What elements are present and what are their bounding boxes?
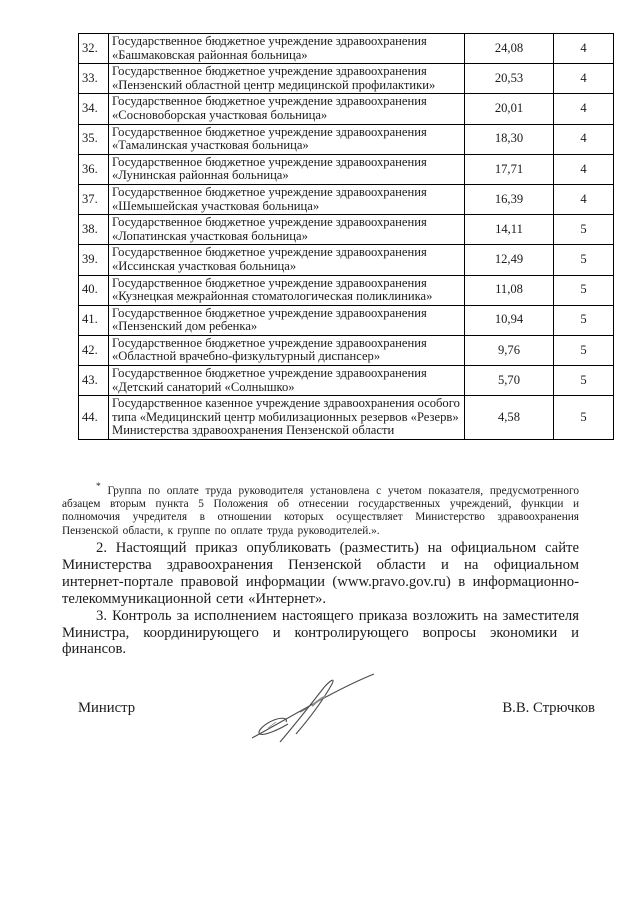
table-row <box>79 305 614 335</box>
institution-name: Государственное бюджетное учреждение здравоохранения «Кузнецкая межрайонная стоматологическая поликлиника» <box>109 275 465 305</box>
row-number: 44. <box>79 396 109 440</box>
indicator-value: 18,30 <box>465 124 554 154</box>
table-row <box>79 124 614 154</box>
footnote-text: Группа по оплате труда руководителя установлена с учетом показателя, предусмотренного абзацем вторым пункта 5 Положения об отнесении государственных учреждений, функции и полномочия учредителя в отношении которых осуществляет Министерство здравоохранения Пензенской области, к группе по оплате труда руководителей.». <box>62 484 579 537</box>
institution-name: Государственное бюджетное учреждение здравоохранения «Детский санаторий «Солнышко» <box>109 366 465 396</box>
pay-group: 4 <box>554 184 614 214</box>
footnote <box>62 481 579 538</box>
footnote-marker: * <box>96 482 101 492</box>
institution-name: Государственное казенное учреждение здравоохранения особого типа «Медицинский центр мобилизационных резервов «Резерв» Министерства здравоохранения Пензенской области <box>109 396 465 440</box>
indicator-value: 10,94 <box>465 305 554 335</box>
pay-group: 5 <box>554 275 614 305</box>
signer-title: Министр <box>78 700 136 716</box>
row-number: 32. <box>79 34 109 64</box>
pay-group: 4 <box>554 124 614 154</box>
row-number: 42. <box>79 335 109 365</box>
row-number: 41. <box>79 305 109 335</box>
indicator-value: 12,49 <box>465 245 554 275</box>
indicator-value: 5,70 <box>465 366 554 396</box>
signer-name: В.В. Стрючков <box>502 700 595 716</box>
paragraph-publish: 2. Настоящий приказ опубликовать (разместить) на официальном сайте Министерства здравоохранения Пензенской области и на официальном интернет-портале правовой информации (www.pravo.gov.ru) в информационно-телекоммуникационной сети «Интернет». <box>62 540 579 607</box>
institution-name: Государственное бюджетное учреждение здравоохранения «Пензенский областной центр медицинской профилактики» <box>109 64 465 94</box>
indicator-value: 24,08 <box>465 34 554 64</box>
row-number: 34. <box>79 94 109 124</box>
indicator-value: 16,39 <box>465 184 554 214</box>
row-number: 36. <box>79 154 109 184</box>
pay-group: 4 <box>554 154 614 184</box>
table-row <box>79 64 614 94</box>
table-row <box>79 184 614 214</box>
table-row <box>79 335 614 365</box>
institution-name: Государственное бюджетное учреждение здравоохранения «Башмаковская районная больница» <box>109 34 465 64</box>
table-row <box>79 396 614 440</box>
pay-group: 4 <box>554 94 614 124</box>
row-number: 37. <box>79 184 109 214</box>
table-row <box>79 94 614 124</box>
order-body-text <box>62 540 579 658</box>
institution-name: Государственное бюджетное учреждение здравоохранения «Шемышейская участковая больница» <box>109 184 465 214</box>
pay-group: 4 <box>554 64 614 94</box>
row-number: 40. <box>79 275 109 305</box>
institution-name: Государственное бюджетное учреждение здравоохранения «Иссинская участковая больница» <box>109 245 465 275</box>
pay-group: 4 <box>554 34 614 64</box>
institution-name: Государственное бюджетное учреждение здравоохранения «Лопатинская участковая больница» <box>109 215 465 245</box>
indicator-value: 20,53 <box>465 64 554 94</box>
pay-group: 5 <box>554 396 614 440</box>
row-number: 35. <box>79 124 109 154</box>
signature-row <box>78 700 595 717</box>
indicator-value: 17,71 <box>465 154 554 184</box>
table-row <box>79 366 614 396</box>
pay-group: 5 <box>554 305 614 335</box>
row-number: 43. <box>79 366 109 396</box>
table-row <box>79 154 614 184</box>
pay-group: 5 <box>554 335 614 365</box>
institutions-table <box>78 33 614 440</box>
table-row <box>79 275 614 305</box>
paragraph-control: 3. Контроль за исполнением настоящего приказа возложить на заместителя Министра, координирующего и контролирующего вопросы экономики и финансов. <box>62 607 579 658</box>
table-row <box>79 215 614 245</box>
row-number: 38. <box>79 215 109 245</box>
row-number: 39. <box>79 245 109 275</box>
institution-name: Государственное бюджетное учреждение здравоохранения «Лунинская районная больница» <box>109 154 465 184</box>
indicator-value: 4,58 <box>465 396 554 440</box>
indicator-value: 20,01 <box>465 94 554 124</box>
indicator-value: 11,08 <box>465 275 554 305</box>
table-row <box>79 245 614 275</box>
indicator-value: 9,76 <box>465 335 554 365</box>
institutions-table-body <box>79 34 614 440</box>
row-number: 33. <box>79 64 109 94</box>
institution-name: Государственное бюджетное учреждение здравоохранения «Сосновоборская участковая больница» <box>109 94 465 124</box>
indicator-value: 14,11 <box>465 215 554 245</box>
institution-name: Государственное бюджетное учреждение здравоохранения «Областной врачебно-физкультурный диспансер» <box>109 335 465 365</box>
table-row <box>79 34 614 64</box>
institution-name: Государственное бюджетное учреждение здравоохранения «Тамалинская участковая больница» <box>109 124 465 154</box>
pay-group: 5 <box>554 215 614 245</box>
institution-name: Государственное бюджетное учреждение здравоохранения «Пензенский дом ребенка» <box>109 305 465 335</box>
pay-group: 5 <box>554 245 614 275</box>
pay-group: 5 <box>554 366 614 396</box>
